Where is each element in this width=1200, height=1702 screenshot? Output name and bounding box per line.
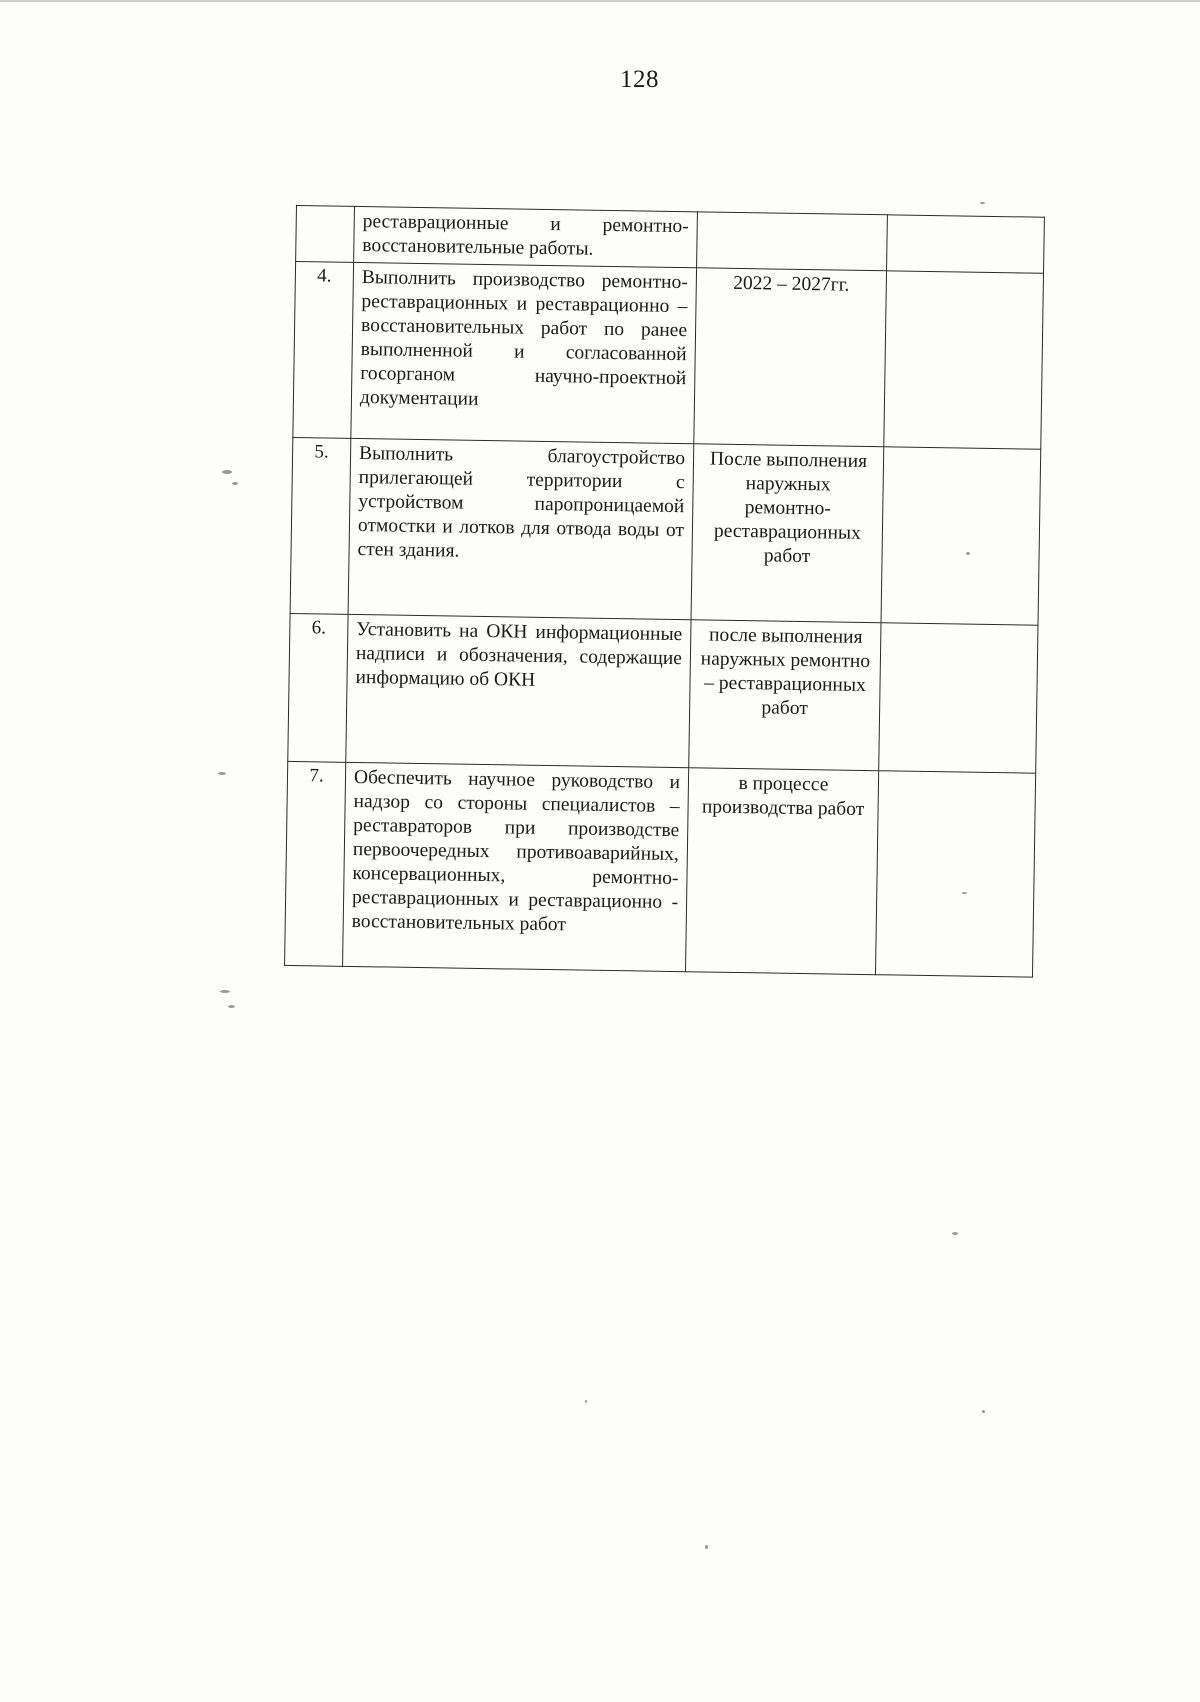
scan-speck <box>962 892 967 894</box>
row-term: 2022 – 2027гг. <box>694 268 887 447</box>
scan-speck <box>966 552 970 555</box>
row-term: в процессе производства работ <box>686 768 879 975</box>
scan-speck <box>585 1400 587 1403</box>
row-number: 5. <box>290 437 351 614</box>
scan-speck <box>982 1410 985 1413</box>
row-term: после выполнения наружных ремонтно – реставрационных работ <box>689 620 881 771</box>
page-top-edge <box>0 0 1200 2</box>
row-term: После выполнения наружных ремонтно-реставрационных работ <box>691 444 884 623</box>
works-table-container <box>284 205 1044 978</box>
row-number: 4. <box>293 262 354 439</box>
scan-speck <box>218 772 226 775</box>
row-number: 6. <box>288 613 348 762</box>
row-note <box>879 623 1038 773</box>
works-table <box>284 205 1045 978</box>
table-row <box>285 761 1036 977</box>
row-task: Установить на ОКН информационные надписи и обозначения, содержащие информацию об ОКН <box>346 614 691 767</box>
scan-speck <box>220 990 230 993</box>
row-note <box>884 271 1044 449</box>
row-term <box>697 212 888 271</box>
row-task: Выполнить производство ремонтно-реставрационных и реставрационно – восстановительных работ по ранее выполненной и согласованной госорганом научно-проектной документации <box>351 262 697 443</box>
scan-speck <box>232 482 238 485</box>
table-row <box>288 613 1038 773</box>
scan-speck <box>980 202 985 204</box>
scan-speck <box>222 470 232 474</box>
row-task: Выполнить благоустройство прилегающей территории с устройством паропроницаемой отмостки и лотков для отвода воды от стен здания. <box>348 438 694 619</box>
row-number <box>296 206 355 263</box>
page-number: 128 <box>620 66 659 93</box>
row-task: реставрационные и ремонтно-восстановительные работы. <box>354 206 698 267</box>
row-number: 7. <box>285 761 346 966</box>
row-task: Обеспечить научное руководство и надзор со стороны специалистов – реставраторов при производстве первоочередных противоаварийных, консервационных, ремонтно-реставрационных и реставрационно - восстановительных работ <box>343 762 689 971</box>
scan-speck <box>952 1232 958 1235</box>
scan-speck <box>705 1545 708 1549</box>
row-note <box>875 771 1035 977</box>
scan-speck <box>228 1005 235 1008</box>
row-note <box>887 215 1045 273</box>
table-row <box>293 262 1044 450</box>
row-note <box>881 447 1041 625</box>
table-row <box>290 437 1041 625</box>
